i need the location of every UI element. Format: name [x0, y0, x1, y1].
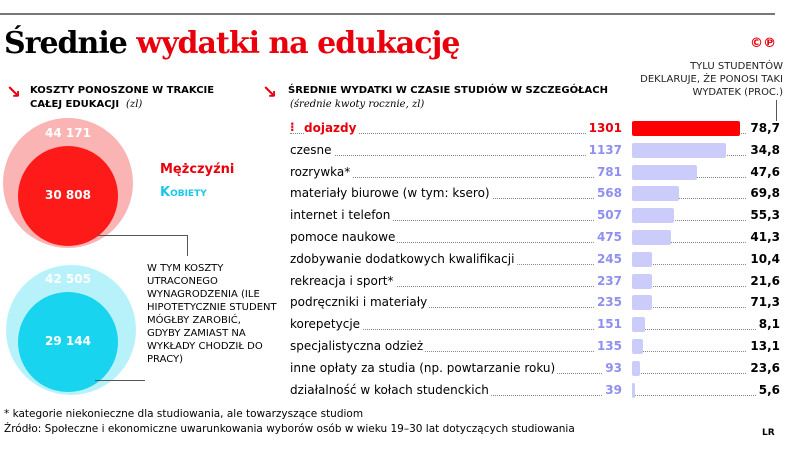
left-heading-line1: KOSZTY PONOSZONE W TRAKCIE [30, 85, 215, 96]
title-part1: Średnie [4, 26, 127, 61]
value-label: 781 [596, 164, 622, 179]
legend-women: Kobiety [160, 185, 207, 200]
bar [632, 274, 652, 289]
bar-row [290, 359, 785, 379]
marker-icon: ⁝ [290, 120, 295, 134]
value-label: 475 [596, 230, 622, 244]
bar-row [290, 163, 785, 183]
value-label: 1137 [588, 142, 622, 157]
bar-row [290, 119, 785, 139]
bar-row [290, 228, 785, 248]
right-heading: ŚREDNIE WYDATKI W CZASIE STUDIÓW W SZCZEGÓŁACH [288, 85, 608, 96]
men-inner-value: 30 808 [45, 188, 91, 202]
percent-label: 69,8 [747, 186, 780, 200]
bar [632, 317, 645, 332]
percent-column-header: TYLU STUDENTÓW DEKLARUJE, ŻE PONOSI TAKI WYDATEK (PROC.) [640, 61, 783, 98]
leader-dots [632, 373, 762, 374]
bar [632, 121, 740, 136]
bar-row [290, 141, 785, 161]
bar [632, 230, 671, 245]
value-label: 39 [605, 382, 622, 397]
bar-row [290, 184, 785, 204]
value-label: 507 [596, 208, 622, 223]
right-subheading: (średnie kwoty rocznie, zl) [290, 99, 425, 110]
category-label: rozrywka* [290, 164, 351, 179]
credit: LR [762, 428, 775, 438]
percent-label: 78,7 [747, 121, 780, 135]
bar-row [290, 337, 785, 357]
category-label: działalność w kołach studenckich [290, 382, 489, 397]
value-label: 235 [596, 295, 622, 310]
leader-dots [290, 155, 622, 156]
leader-dots [632, 395, 762, 396]
percent-label: 41,3 [747, 230, 780, 244]
left-heading [30, 84, 250, 112]
bar [632, 252, 652, 267]
value-label: 93 [605, 360, 622, 375]
left-heading-line2: CAŁEJ EDUKACJI [30, 99, 120, 110]
percent-label: 10,4 [747, 252, 780, 266]
connector-line [97, 235, 188, 256]
category-label: rekreacja i sport* [290, 273, 394, 288]
page-title [4, 26, 459, 61]
legend-men: Mężczyźni [160, 162, 235, 177]
bar [632, 143, 726, 158]
value-label: 1301 [588, 121, 622, 135]
title-part2: wydatki na edukację [136, 26, 460, 61]
bar-row [290, 381, 785, 401]
category-label: zdobywanie dodatkowych kwalifikacji [290, 251, 515, 266]
category-label: dojazdy [304, 121, 357, 135]
percent-label: 34,8 [747, 143, 780, 157]
arrow-icon: ↘ [6, 82, 22, 103]
category-label: podręczniki i materiały [290, 295, 428, 310]
percent-label: 47,6 [747, 165, 780, 179]
leader-dots [632, 351, 762, 352]
value-label: 245 [596, 251, 622, 266]
women-total-value: 42 505 [45, 272, 91, 286]
category-label: inne opłaty za studia (np. powtarzanie roku) [290, 360, 556, 375]
category-label: korepetycje [290, 317, 361, 332]
bar [632, 339, 643, 354]
percent-label: 55,3 [747, 208, 780, 222]
category-label: specjalistyczna odzież [290, 339, 424, 353]
bar [632, 361, 640, 376]
women-inner-value: 29 144 [45, 334, 91, 348]
copyright-logo: ©℗ [750, 36, 776, 51]
percent-label: 13,1 [747, 339, 780, 353]
bar [632, 186, 679, 201]
percent-label: 23,6 [747, 361, 780, 375]
bar-row [290, 315, 785, 335]
left-unit: (zl) [126, 99, 143, 110]
arrow-icon: ↘ [262, 82, 278, 103]
bar [632, 165, 697, 180]
connector-line [95, 380, 145, 381]
percent-label: 5,6 [756, 383, 780, 397]
bar [632, 208, 674, 223]
bar-row [290, 206, 785, 226]
men-total-value: 44 171 [45, 126, 91, 140]
bar-row [290, 250, 785, 270]
leader-dots [632, 307, 762, 308]
percent-label: 21,6 [747, 274, 780, 288]
lost-income-note: W TYM KOSZTY UTRACONEGO WYNAGRODZENIA (ILE HIPOTETYCZNIE STUDENT MÓGŁBY ZAROBIĆ, GDYBY ZAMIAST NA WYKŁADY CHODZIŁ DO PRACY) [147, 263, 277, 365]
value-label: 151 [596, 317, 622, 332]
percent-label: 8,1 [756, 317, 780, 331]
category-label: materiały biurowe (w tym: ksero) [290, 186, 490, 201]
category-label: czesne [290, 142, 332, 157]
bar [632, 383, 635, 398]
percent-label: 71,3 [747, 295, 780, 309]
bar-row [290, 293, 785, 313]
value-label: 568 [596, 186, 622, 201]
value-label: 135 [596, 339, 622, 353]
value-label: 237 [596, 273, 622, 288]
leader-dots [632, 329, 762, 330]
source: Źródło: Społeczne i ekonomiczne uwarunkowania wyborów osób w wieku 19–30 lat dotyczących studiowania [4, 423, 575, 435]
footnote: * kategorie niekonieczne dla studiowania, ale towarzyszące studiom [4, 408, 364, 420]
top-rule [0, 13, 775, 15]
category-label: internet i telefon [290, 208, 391, 223]
category-label: pomoce naukowe [290, 230, 396, 244]
bar [632, 295, 652, 310]
bar-row [290, 272, 785, 292]
